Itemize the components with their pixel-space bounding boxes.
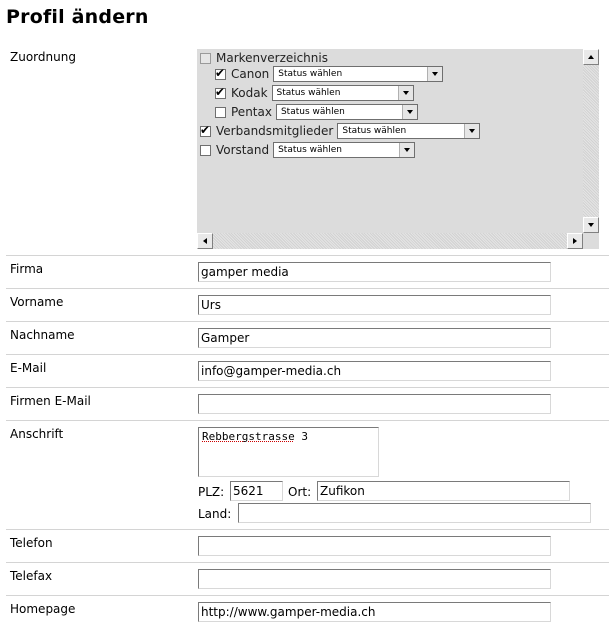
verbandsmitglieder-label: Verbandsmitglieder [216,124,334,138]
plz-input[interactable]: 5621 [230,481,283,501]
verbandsmitglieder-status-select[interactable]: Status wählen [337,123,480,139]
chevron-down-icon [464,124,479,138]
check-icon: ✔ [215,84,226,99]
scroll-down-button[interactable] [583,217,599,233]
scroll-up-button[interactable] [583,49,599,65]
pentax-label: Pentax [231,105,272,119]
row-divider [6,420,609,421]
email-input[interactable]: info@gamper-media.ch [198,361,551,381]
check-icon: ✔ [215,65,226,80]
pentax-status-select[interactable]: Status wählen [276,104,418,120]
vorname-input[interactable]: Urs [198,295,551,315]
chevron-down-icon [399,143,414,157]
verbandsmitglieder-checkbox[interactable] [200,122,211,137]
row-divider [6,321,609,322]
vertical-scrollbar[interactable] [583,49,599,233]
nachname-label: Nachname [10,328,75,342]
chevron-down-icon [427,67,442,81]
zuordnung-label: Zuordnung [10,50,76,64]
scroll-corner [583,233,599,249]
vorstand-checkbox[interactable] [200,145,211,156]
markenverzeichnis-label: Markenverzeichnis [216,51,328,65]
row-divider [6,354,609,355]
arrow-up-icon [588,55,594,59]
row-divider [6,562,609,563]
check-icon: ✔ [200,122,211,137]
zuordnung-scrollbox[interactable] [197,49,599,249]
anschrift-label: Anschrift [10,427,64,441]
kodak-label: Kodak [231,86,268,100]
homepage-label: Homepage [10,602,76,616]
kodak-status-select[interactable]: Status wählen [272,85,414,101]
chevron-down-icon [402,105,417,119]
nachname-input[interactable]: Gamper [198,328,551,348]
row-divider [6,595,609,596]
firmen-email-label: Firmen E-Mail [10,394,91,408]
ort-input[interactable]: Zufikon [317,481,570,501]
arrow-down-icon [588,223,594,227]
firma-input[interactable]: gamper media [198,262,551,282]
telefon-input[interactable] [198,536,551,556]
canon-label: Canon [231,67,270,81]
scroll-right-button[interactable] [567,233,583,249]
zuordnung-item-canon[interactable] [215,65,443,83]
row-divider [6,529,609,530]
pentax-checkbox[interactable] [215,107,226,118]
firmen-email-input[interactable] [198,394,551,414]
zuordnung-item-verbandsmitglieder[interactable] [200,122,480,140]
telefax-label: Telefax [10,569,53,583]
email-label: E-Mail [10,361,47,375]
arrow-left-icon [203,238,207,244]
land-input[interactable] [238,503,591,523]
zuordnung-item-kodak[interactable] [215,84,414,102]
row-divider [6,387,609,388]
plz-label: PLZ: [198,485,225,499]
kodak-checkbox[interactable] [215,84,226,99]
canon-status-select[interactable]: Status wählen [273,66,443,82]
page-title: Profil ändern [6,6,149,28]
land-label: Land: [198,507,232,521]
zuordnung-item-vorstand[interactable] [200,141,415,159]
markenverzeichnis-checkbox [200,53,211,64]
row-divider [6,255,609,256]
telefon-label: Telefon [10,536,53,550]
scroll-left-button[interactable] [197,233,213,249]
arrow-right-icon [573,238,577,244]
vorstand-label: Vorstand [216,143,270,157]
row-divider [6,288,609,289]
homepage-input[interactable]: http://www.gamper-media.ch [198,602,551,622]
anschrift-textarea[interactable]: Rebbergstrasse 3 [198,427,379,477]
telefax-input[interactable] [198,569,551,589]
canon-checkbox[interactable] [215,65,226,80]
vorname-label: Vorname [10,295,64,309]
ort-label: Ort: [288,485,312,499]
chevron-down-icon [398,86,413,100]
vorstand-status-select[interactable]: Status wählen [273,142,415,158]
horizontal-scrollbar[interactable] [197,233,583,249]
firma-label: Firma [10,262,44,276]
zuordnung-item-pentax[interactable] [215,103,418,121]
